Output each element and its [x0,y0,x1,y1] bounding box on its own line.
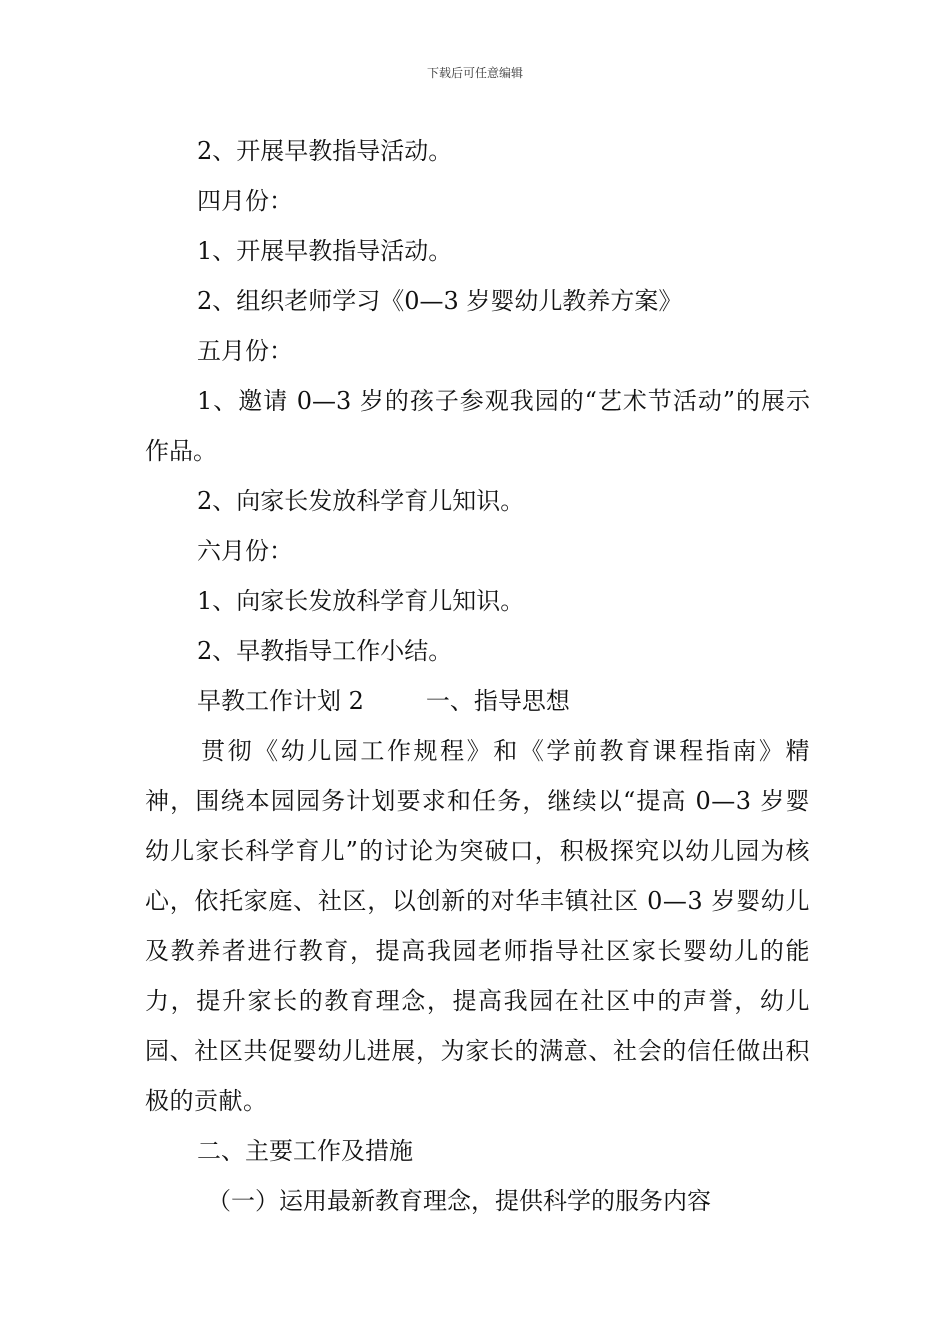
document-body [145,126,810,1226]
text-line: 2、早教指导工作小结。 [197,637,453,665]
section-heading-line [145,676,810,726]
plan-title: 早教工作计划 2 [197,687,364,715]
month-heading-may: 五月份： [197,337,293,365]
section-heading: 二、主要工作及措施 [197,1137,413,1165]
month-heading-april: 四月份： [197,187,293,215]
text-line: 2、组织老师学习《0—3 岁婴幼儿教养方案》 [197,287,683,315]
month-heading-june: 六月份： [197,537,293,565]
subsection-heading: （一）运用最新教育理念，提供科学的服务内容 [207,1187,711,1215]
page-header-note: 下载后可任意编辑 [426,66,523,80]
text-line: 2、开展早教指导活动。 [197,137,453,165]
text-line: 2、向家长发放科学育儿知识。 [197,487,525,515]
text-line: 1、向家长发放科学育儿知识。 [197,587,525,615]
section-heading: 一、指导思想 [425,687,570,715]
text-line: 1、开展早教指导活动。 [197,237,453,265]
guiding-thought-paragraph: 贯彻《幼儿园工作规程》和《学前教育课程指南》精神，围绕本园园务计划要求和任务，继续以“提高 0—3 岁婴幼儿家长科学育儿”的讨论为突破口，积极探究以幼儿园为核心，依托家庭、社区，以创新的对华丰镇社区 0—3 岁婴幼儿及教养者进行教育，提高我园老师指导社区家长婴幼儿的能力，提升家长的教育理念，提高我园在社区中的声誉，幼儿园、社区共促婴幼儿进展，为家长的满意、社会的信任做出积极的贡献。 [145,737,810,1115]
text-paragraph: 1、邀请 0—3 岁的孩子参观我园的“艺术节活动”的展示作品。 [145,387,810,465]
